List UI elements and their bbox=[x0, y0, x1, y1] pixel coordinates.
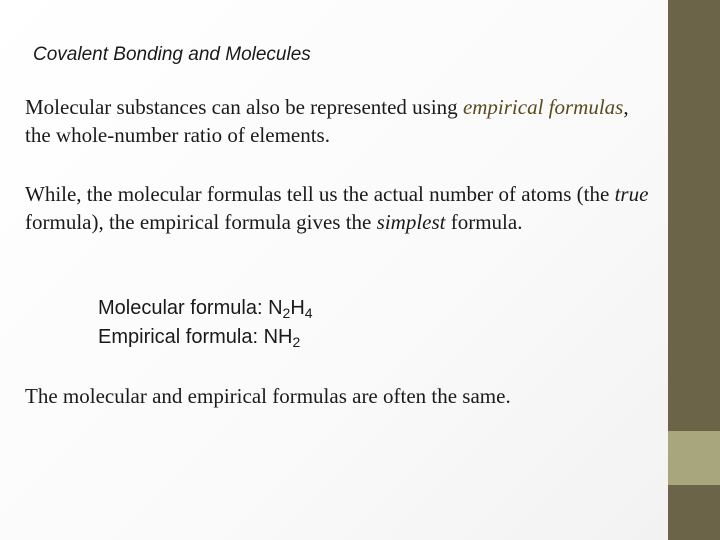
paragraph-empirical bbox=[25, 93, 655, 149]
paragraph-text: While, the molecular formulas tell us the actual number of atoms (the bbox=[25, 182, 615, 206]
formula-label: Molecular formula: bbox=[98, 297, 269, 319]
formula-subscript: 2 bbox=[292, 334, 301, 350]
empirical-formula bbox=[98, 324, 300, 350]
sidebar-bar-top bbox=[668, 0, 720, 431]
empirical-emphasis: empirical formulas bbox=[462, 95, 624, 119]
paragraph-text: formula. bbox=[445, 210, 523, 234]
formula-subscript: 4 bbox=[304, 305, 313, 321]
slide-title: Covalent Bonding and Molecules bbox=[33, 44, 311, 65]
paragraph-same: The molecular and empirical formulas are often the same. bbox=[25, 384, 511, 408]
sidebar-bar-accent bbox=[668, 431, 720, 485]
paragraph-text: Molecular substances can also be represented using bbox=[25, 95, 463, 119]
formula-subscript: 2 bbox=[282, 305, 291, 321]
paragraph-text: , the whole-number ratio of elements. bbox=[25, 95, 629, 147]
formula-element: N bbox=[268, 297, 283, 319]
sidebar-bar-bottom bbox=[668, 485, 720, 540]
formula-label: Empirical formula: bbox=[98, 326, 264, 348]
formula-element: NH bbox=[263, 326, 293, 348]
paragraph-text: formula), the empirical formula gives the bbox=[25, 210, 377, 234]
true-emphasis: true bbox=[614, 182, 649, 206]
formula-element: H bbox=[290, 297, 305, 319]
simplest-emphasis: simplest bbox=[376, 210, 446, 234]
molecular-formula bbox=[98, 295, 313, 321]
paragraph-molecular bbox=[25, 180, 655, 236]
